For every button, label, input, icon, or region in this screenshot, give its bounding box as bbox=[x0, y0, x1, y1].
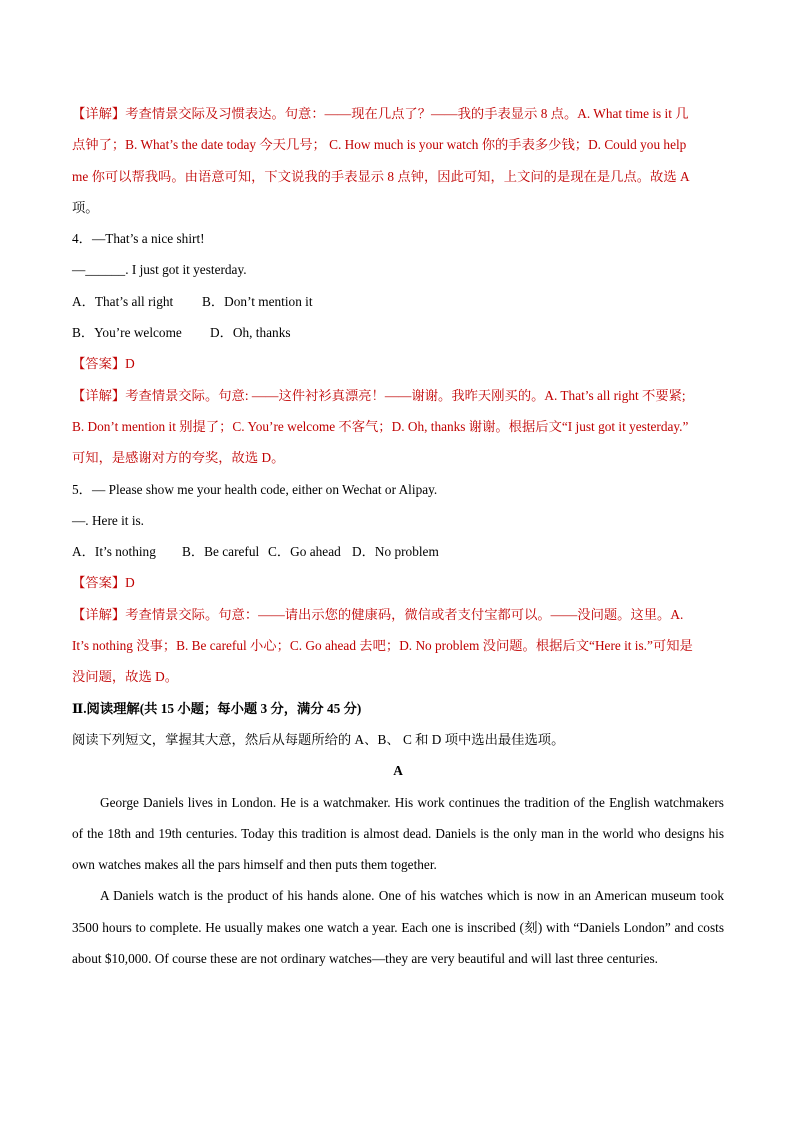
section-reading bbox=[72, 693, 724, 975]
q5-option-c: C．Go ahead bbox=[268, 544, 341, 560]
q3-detail-line4: 项。 bbox=[72, 199, 99, 215]
q4-detail-line1 bbox=[72, 380, 724, 411]
q5-option-d: D．No problem bbox=[352, 544, 439, 560]
section-heading: Ⅱ.阅读理解(共 15 小题；每小题 3 分，满分 45 分) bbox=[72, 700, 362, 716]
q3-detail-line1 bbox=[72, 98, 724, 129]
q4-detail-line2: B. Don’t mention it 别提了；C. You’re welcome 不客气；D. Oh, thanks 谢谢。根据后文“I just got it yesterday.” bbox=[72, 418, 689, 434]
q4-option-d: D．Oh, thanks bbox=[210, 325, 291, 341]
passage-letter: A bbox=[393, 763, 403, 779]
q4-option-b: B．Don’t mention it bbox=[202, 293, 313, 309]
q4-reply: —______. I just got it yesterday. bbox=[72, 262, 247, 278]
q3-detail-line3: me 你可以帮我吗。由语意可知，下文说我的手表显示 8 点钟，因此可知，上文问的是现在是几点。故选 A bbox=[72, 168, 690, 184]
q4-stem: 4．—That’s a nice shirt! bbox=[72, 231, 205, 247]
passage-paragraph-1: George Daniels lives in London. He is a watchmaker. His work continues the tradition of the English watchmakers of the 18th and 19th centuries. Today this tradition is almost dead. Daniels is the only man in the world who designs his own watches makes all the pars himself and then puts them together. bbox=[72, 794, 724, 873]
detail-tag: 【详解】 bbox=[72, 387, 126, 403]
q4-option-a: A．That’s all right bbox=[72, 293, 174, 309]
section-instruction: 阅读下列短文，掌握其大意，然后从每题所给的 A、B、 C 和 D 项中选出最佳选项。 bbox=[72, 731, 565, 747]
passage-paragraph-2: A Daniels watch is the product of his hands alone. One of his watches which is now in an American museum took 3500 hours to complete. He usually makes one watch a year. Each one is inscribed (刻) with “Daniels London” and costs about $10,000. Of course these are not ordinary watches—they are very beautiful and will last three centuries. bbox=[72, 888, 724, 967]
q5-detail-line2: It’s nothing 没事；B. Be careful 小心；C. Go ahead 去吧；D. No problem 没问题。根据后文“Here it is.”可知是 bbox=[72, 638, 693, 654]
q4-options-row1 bbox=[72, 286, 724, 317]
q4-answer: 【答案】D bbox=[72, 356, 135, 372]
question-5 bbox=[72, 474, 724, 693]
question-4 bbox=[72, 223, 724, 473]
q3-detail-line2: 点钟了；B. What’s the date today 今天几号； C. How much is your watch 你的手表多少钱；D. Could you help bbox=[72, 137, 687, 153]
q5-options bbox=[72, 536, 724, 567]
q5-option-b: B．Be careful bbox=[182, 544, 260, 560]
q3-detail bbox=[72, 98, 724, 223]
q4-detail-line3: 可知，是感谢对方的夸奖，故选 D。 bbox=[72, 450, 285, 466]
q3-detail-text1: 考查情景交际及习惯表达。句意：——现在几点了？——我的手表显示 8 点。A. What time is it 几 bbox=[125, 106, 689, 121]
q5-detail-line3: 没问题，故选 D。 bbox=[72, 669, 179, 685]
q4-detail-text1: 考查情景交际。句意: ——这件衬衫真漂亮！——谢谢。我昨天刚买的。A. That’s all right 不要紧; bbox=[125, 387, 686, 403]
q5-stem: 5．— Please show me your health code, either on Wechat or Alipay. bbox=[72, 481, 438, 497]
q4-options-row2 bbox=[72, 317, 724, 348]
document-page bbox=[72, 98, 724, 974]
q4-option-c: B．You’re welcome bbox=[72, 325, 182, 341]
q5-detail-text1: 考查情景交际。句意：——请出示您的健康码，微信或者支付宝都可以。——没问题。这里。A. bbox=[125, 606, 684, 622]
detail-tag: 【详解】 bbox=[72, 106, 126, 121]
detail-tag: 【详解】 bbox=[72, 606, 126, 622]
q5-detail-line1 bbox=[72, 599, 724, 630]
q5-option-a: A．It’s nothing bbox=[72, 544, 156, 560]
q5-answer: 【答案】D bbox=[72, 575, 135, 591]
q5-reply: —. Here it is. bbox=[72, 512, 145, 528]
